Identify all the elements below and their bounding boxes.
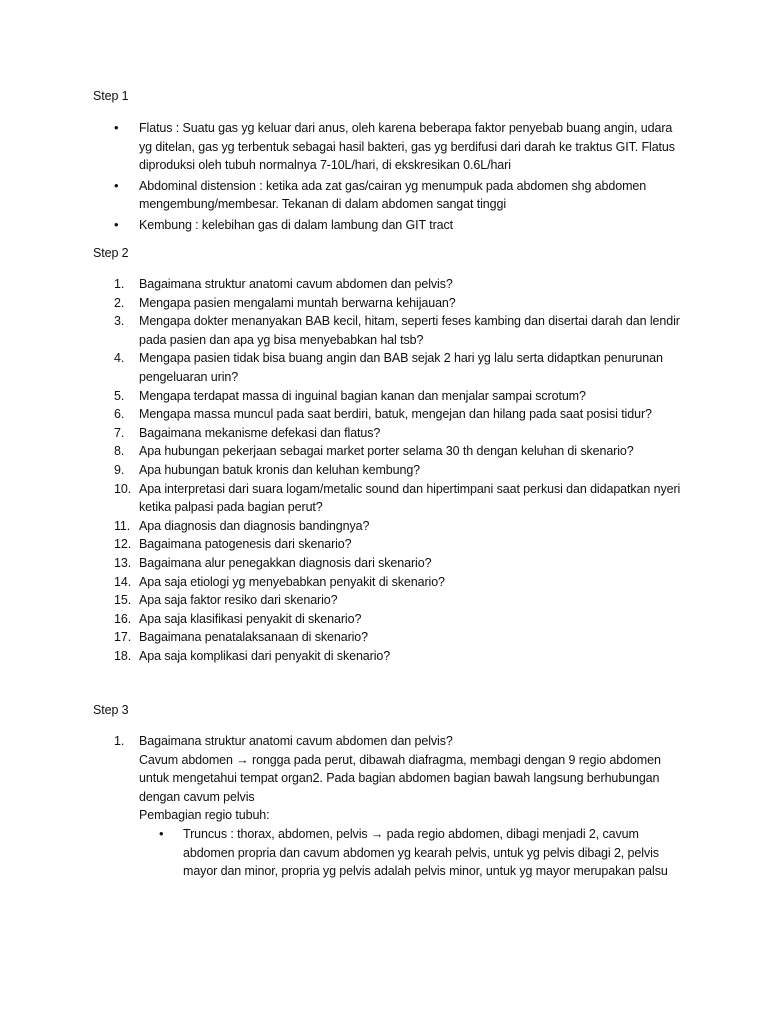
list-item xyxy=(114,573,684,592)
step1-item-text: Abdominal distension : ketika ada zat gas/cairan yg menumpuk pada abdomen shg abdomen mengembung/membesar. Tekanan di dalam abdomen sangat tinggi xyxy=(139,178,647,212)
list-item-text: Mengapa pasien mengalami muntah berwarna kehijauan? xyxy=(139,295,456,310)
list-number: 3. xyxy=(114,314,125,329)
bullet-icon: • xyxy=(159,825,164,841)
list-item-text: Bagaimana struktur anatomi cavum abdomen dan pelvis? xyxy=(139,277,453,291)
step1-bullet-list xyxy=(114,119,684,235)
list-item-text: Apa saja faktor resiko dari skenario? xyxy=(139,593,338,608)
list-item xyxy=(114,312,684,349)
step2-heading: Step 2 xyxy=(93,246,129,260)
list-item-text: Apa saja etiologi yg menyebabkan penyakit di skenario? xyxy=(139,574,445,589)
list-number: 12. xyxy=(114,537,132,552)
bullet-icon: • xyxy=(114,177,119,193)
list-item-text: Apa diagnosis dan diagnosis bandingnya? xyxy=(139,518,370,533)
list-item-text: Bagaimana patogenesis dari skenario? xyxy=(139,537,352,552)
list-number: 1. xyxy=(114,734,125,748)
list-number: 17. xyxy=(114,630,132,645)
list-item-text: Mengapa terdapat massa di inguinal bagian kanan dan menjalar sampai scrotum? xyxy=(139,388,586,403)
question-text: Bagaimana struktur anatomi cavum abdomen dan pelvis? xyxy=(139,734,453,748)
step1-item-text: Flatus : Suatu gas yg keluar dari anus, oleh karena beberapa faktor penyebab buang angin, udara yg ditelan, gas yg terbentuk sebagai hasil bakteri, gas yg berdifusi dari darah ke traktus GIT. Flatus diproduksi oleh tubuh normalnya 7-10L/hari, di ekskresikan 0.6L/hari xyxy=(139,121,675,173)
list-item xyxy=(114,387,684,406)
list-number: 11. xyxy=(114,518,131,533)
list-item xyxy=(114,517,684,536)
list-item xyxy=(114,349,684,386)
list-number: 2. xyxy=(114,295,125,310)
list-item xyxy=(114,294,684,313)
list-item xyxy=(114,732,684,881)
bullet-icon: • xyxy=(114,216,119,232)
list-number: 13. xyxy=(114,555,132,570)
list-item xyxy=(114,647,684,666)
list-item-text: Bagaimana alur penegakkan diagnosis dari skenario? xyxy=(139,555,432,570)
sub-list-item-text: Truncus : thorax, abdomen, pelvis → pada regio abdomen, dibagi menjadi 2, cavum abdomen propria dan cavum abdomen yg kearah pelvis, untuk yg pelvis dibagi 2, pelvis mayor dan minor, propria yg pelvis adalah pelvis minor, untuk yg mayor merupakan palsu xyxy=(183,826,668,879)
list-item-text: Apa interpretasi dari suara logam/metalic sound dan hipertimpani saat perkusi dan didapatkan nyeri ketika palpasi pada bagian perut? xyxy=(139,481,681,515)
list-item-text: Apa saja komplikasi dari penyakit di skenario? xyxy=(139,648,391,663)
sub-list-item xyxy=(159,825,684,881)
step1-item-text: Kembung : kelebihan gas di dalam lambung dan GIT tract xyxy=(139,217,454,232)
list-number: 15. xyxy=(114,593,132,608)
list-item xyxy=(114,554,684,573)
list-item xyxy=(114,628,684,647)
answer-text: Cavum abdomen → rongga pada perut, dibawah diafragma, membagi dengan 9 regio abdomen untuk mengetahui tempat organ2. Pada bagian abdomen bagian bawah langsung berhubungan dengan cavum pelvis xyxy=(139,752,661,804)
list-item-text: Apa saja klasifikasi penyakit di skenario? xyxy=(139,611,362,626)
list-number: 7. xyxy=(114,425,125,440)
list-item-text: Mengapa pasien tidak bisa buang angin dan BAB sejak 2 hari yg lalu serta didaptkan penurunan pengeluaran urin? xyxy=(139,351,663,384)
step1-heading: Step 1 xyxy=(93,89,129,103)
list-item-text: Mengapa massa muncul pada saat berdiri, batuk, mengejan dan hilang pada saat posisi tidur? xyxy=(139,407,652,422)
step3-numbered-list xyxy=(114,732,684,881)
list-item-text: Bagaimana mekanisme defekasi dan flatus? xyxy=(139,425,381,440)
list-number: 6. xyxy=(114,407,125,422)
step3-heading: Step 3 xyxy=(93,703,129,717)
list-item-text: Bagaimana penatalaksanaan di skenario? xyxy=(139,630,369,645)
list-item xyxy=(114,275,684,294)
list-item-text: Apa hubungan pekerjaan sebagai market porter selama 30 th dengan keluhan di skenario? xyxy=(139,444,634,459)
list-item xyxy=(114,610,684,629)
list-item xyxy=(114,442,684,461)
list-item-text: Apa hubungan batuk kronis dan keluhan kembung? xyxy=(139,462,421,477)
list-number: 9. xyxy=(114,462,125,477)
subheading: Pembagian regio tubuh: xyxy=(139,808,270,823)
list-item xyxy=(114,461,684,480)
list-number: 16. xyxy=(114,611,132,626)
list-number: 14. xyxy=(114,574,132,589)
step1-item-kembung xyxy=(114,216,684,235)
list-number: 1. xyxy=(114,277,125,291)
list-item xyxy=(114,424,684,443)
list-number: 8. xyxy=(114,444,125,459)
list-number: 10. xyxy=(114,481,132,496)
list-number: 4. xyxy=(114,351,125,366)
step1-item-abdominal-distension xyxy=(114,177,684,214)
list-item xyxy=(114,405,684,424)
sub-bullet-list xyxy=(159,825,684,881)
step2-numbered-list xyxy=(114,275,684,665)
list-item-text: Mengapa dokter menanyakan BAB kecil, hitam, seperti feses kambing dan disertai darah dan lendir pada pasien dan apa yg bisa menyebabkan hal tsb? xyxy=(139,314,680,347)
bullet-icon: • xyxy=(114,120,119,135)
list-item xyxy=(114,480,684,517)
list-item xyxy=(114,535,684,554)
list-item xyxy=(114,591,684,610)
list-number: 18. xyxy=(114,648,132,663)
list-number: 5. xyxy=(114,388,125,403)
step1-item-flatus xyxy=(114,119,684,175)
